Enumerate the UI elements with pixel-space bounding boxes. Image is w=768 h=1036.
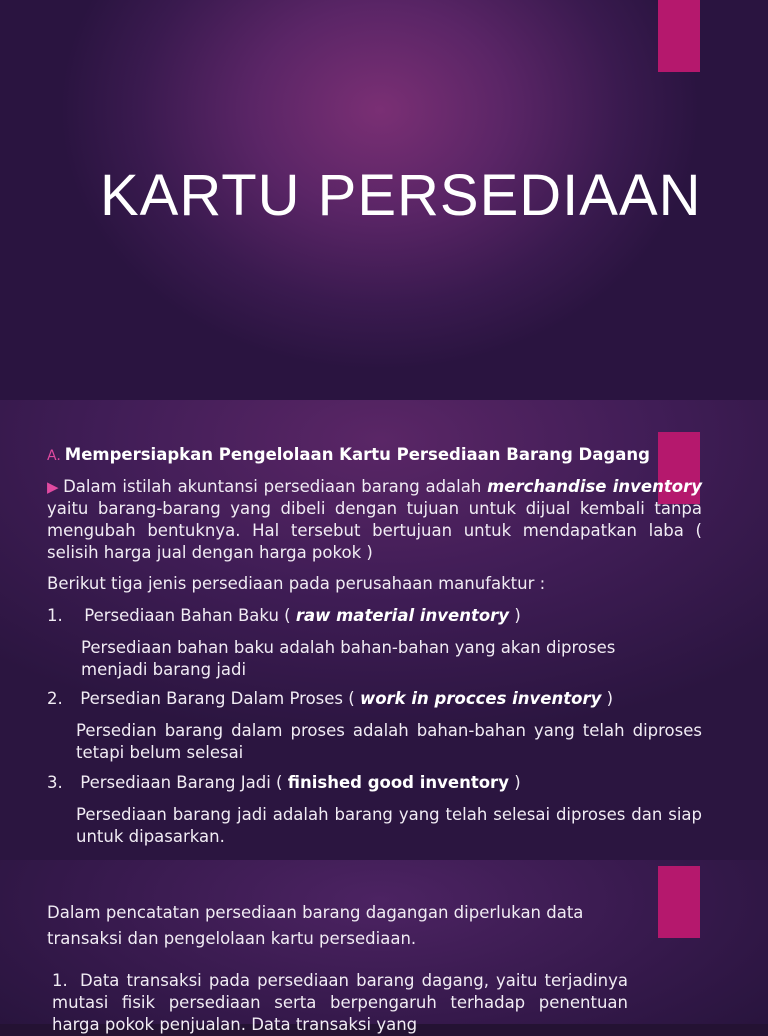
list-intro: Berikut tiga jenis persediaan pada perusahaan manufaktur : bbox=[47, 574, 546, 593]
slide3-item-1 bbox=[52, 970, 628, 1036]
item-description-3: Persediaan barang jadi adalah barang yang telah selesai diproses dan siap untuk dipasarkan. bbox=[76, 805, 702, 846]
section-marker: A. bbox=[47, 448, 61, 464]
item-label: Persediaan Bahan Baku ( bbox=[84, 606, 291, 625]
item-close: ) bbox=[514, 773, 521, 792]
bullet-rest: yaitu barang-barang yang dibeli dengan tujuan untuk dijual kembali tanpa mengubah bentuknya. Hal tersebut bertujuan untuk mendapatkan laba ( selisih harga jual dengan harga pokok ) bbox=[47, 499, 702, 562]
content-slide-2 bbox=[0, 860, 768, 1034]
item-close: ) bbox=[514, 606, 521, 625]
bullet-intro: Dalam istilah akuntansi persediaan barang adalah bbox=[63, 477, 482, 496]
item-number: 3. bbox=[47, 773, 63, 792]
item-close: ) bbox=[606, 689, 614, 708]
list-item-2 bbox=[47, 688, 702, 710]
list-item-1 bbox=[47, 605, 702, 627]
item-number: 1. bbox=[47, 606, 63, 625]
bullet-term: merchandise inventory bbox=[487, 477, 702, 496]
slide3-intro: Dalam pencatatan persediaan barang dagangan diperlukan data transaksi dan pengelolaan kartu persediaan. bbox=[47, 903, 584, 948]
item-label: Persedian Barang Dalam Proses ( bbox=[80, 689, 355, 708]
item-term: finished good inventory bbox=[287, 773, 509, 792]
section-heading: Mempersiapkan Pengelolaan Kartu Persediaan Barang Dagang bbox=[64, 445, 650, 464]
item-description-2: Persedian barang dalam proses adalah bahan-bahan yang telah diproses tetapi belum selesai bbox=[76, 721, 702, 762]
accent-bar bbox=[658, 866, 700, 938]
triangle-bullet-icon: ▶ bbox=[47, 478, 60, 496]
section-heading-row bbox=[47, 444, 667, 467]
content-slide bbox=[0, 400, 768, 860]
bullet-paragraph bbox=[47, 476, 702, 564]
item-term: raw material inventory bbox=[295, 606, 510, 625]
item-term: work in procces inventory bbox=[359, 689, 602, 708]
item-number: 1. bbox=[52, 971, 68, 990]
item-label: Persediaan Barang Jadi ( bbox=[80, 773, 283, 792]
accent-bar bbox=[658, 0, 700, 72]
item-description-1: Persediaan bahan baku adalah bahan-bahan yang akan diproses menjadi barang jadi bbox=[81, 638, 616, 679]
title-slide bbox=[0, 0, 768, 400]
list-item-3 bbox=[47, 772, 702, 794]
slide-title: KARTU PERSEDIAAN bbox=[100, 163, 702, 228]
item-number: 2. bbox=[47, 689, 63, 708]
item-text: Data transaksi pada persediaan barang dagang, yaitu terjadinya mutasi fisik persediaan serta berpengaruh terhadap penentuan harga pokok penjualan. Data transaksi yang bbox=[52, 971, 628, 1034]
